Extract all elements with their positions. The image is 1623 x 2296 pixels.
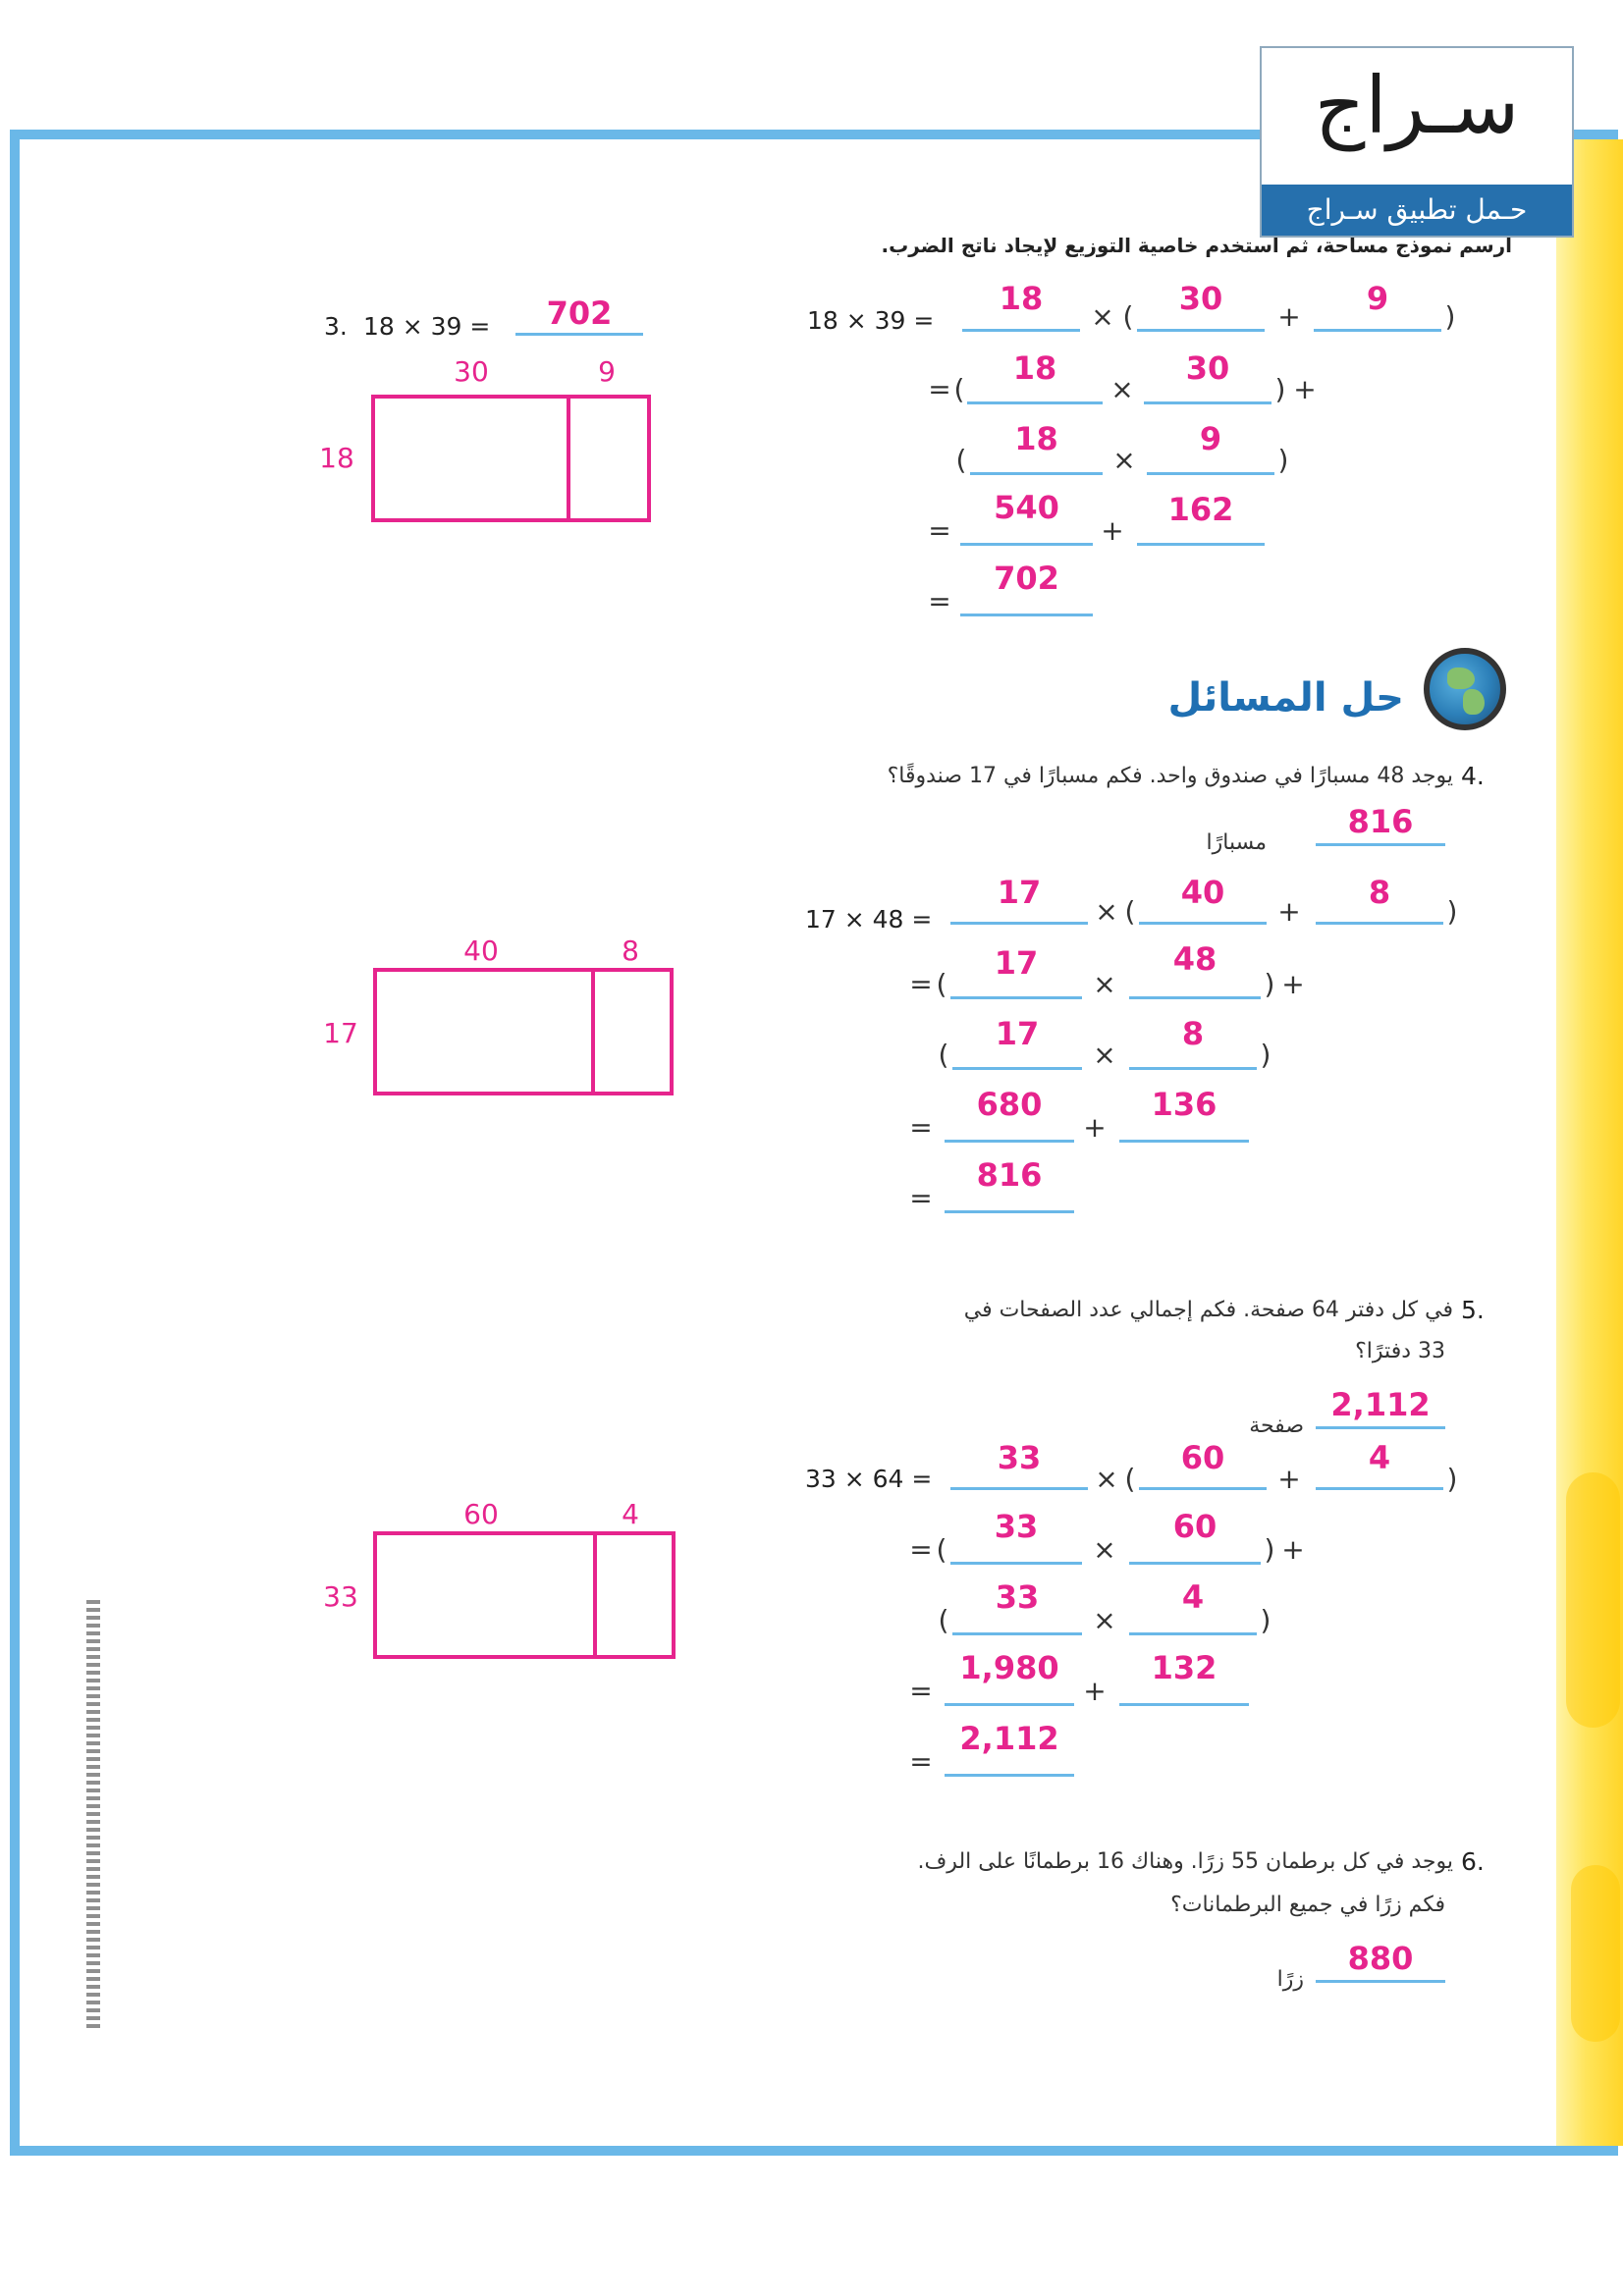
problem-6-unit: زرًا: [1276, 1967, 1304, 1992]
close-paren: ): [1444, 300, 1456, 333]
logo-tagline: حـمل تطبيق سـراج: [1262, 185, 1572, 236]
close-paren: ): [1446, 895, 1458, 928]
plus-sign: +: [1277, 300, 1301, 333]
problem-6-text: يوجد في كل برطمان 55 زرًا. وهناك 16 برطمانًا على الرف.: [917, 1849, 1453, 1874]
equals-sign: =: [909, 1675, 933, 1707]
work-4-l3-b: 8: [1181, 1015, 1205, 1052]
area-model-4-divider: [591, 972, 595, 1092]
work-3-lhs: 18 × 39 =: [807, 306, 935, 335]
globe-land: [1447, 667, 1475, 689]
model-4-top-right-label: 8: [622, 934, 639, 967]
work-3-l3-a: 18: [1014, 420, 1058, 457]
work-4-total: 816: [976, 1156, 1043, 1194]
equals-sign: =: [909, 1182, 933, 1214]
problem-3-label: 3.: [324, 312, 348, 341]
equals-sign: =: [909, 1533, 933, 1566]
equals-sign: =: [928, 373, 951, 405]
open-paren: (: [1122, 300, 1134, 333]
close-paren: ): [1274, 373, 1286, 405]
decorative-side-strip: [1556, 139, 1623, 2146]
equals-sign: =: [909, 968, 933, 1000]
model-3-top-right-label: 9: [598, 355, 616, 388]
work-4-lhs: 17 × 48 =: [805, 905, 933, 934]
area-model-3: [371, 395, 651, 522]
globe-land: [1463, 689, 1485, 715]
open-paren: (: [938, 1604, 949, 1636]
times-sign: ×: [1110, 373, 1134, 405]
problem-6-text-line2: فكم زرًا في جميع البرطمانات؟: [1170, 1893, 1445, 1917]
model-5-top-left-label: 60: [463, 1498, 499, 1530]
work-5-lhs: 33 × 64 =: [805, 1465, 933, 1493]
times-sign: ×: [1091, 300, 1114, 333]
plus-sign: +: [1281, 968, 1305, 1000]
problem-5-answer: 2,112: [1330, 1386, 1431, 1423]
work-5-l1-b: 60: [1180, 1439, 1225, 1476]
work-4-l1-c: 8: [1368, 874, 1391, 911]
work-3-total: 702: [994, 560, 1059, 597]
work-3-sum-a: 540: [994, 489, 1059, 526]
model-4-side-label: 17: [323, 1017, 358, 1049]
logo-wordmark: سـراج: [1314, 60, 1520, 151]
open-paren: (: [938, 1039, 949, 1071]
open-paren: (: [1124, 895, 1136, 928]
plus-sign: +: [1293, 373, 1317, 405]
close-paren: ): [1260, 1039, 1271, 1071]
work-4-l2-a: 17: [994, 944, 1039, 982]
area-model-4: [373, 968, 674, 1095]
work-5-l1-a: 33: [997, 1439, 1042, 1476]
work-3-l1-a: 18: [999, 280, 1044, 317]
plus-sign: +: [1083, 1675, 1107, 1707]
close-paren: ): [1264, 968, 1275, 1000]
work-3-l2-b: 30: [1185, 349, 1230, 387]
work-3-l3-b: 9: [1199, 420, 1222, 457]
work-3-l1-c: 9: [1366, 280, 1389, 317]
work-4-l2-b: 48: [1172, 940, 1217, 978]
decorative-blob: [1571, 1865, 1620, 2042]
problem-6-answer: 880: [1347, 1940, 1414, 1977]
problem-5-text: في كل دفتر 64 صفحة. فكم إجمالي عدد الصفحات في: [963, 1298, 1453, 1322]
work-5-l3-a: 33: [995, 1578, 1040, 1616]
close-paren: ): [1264, 1533, 1275, 1566]
work-4-sum-a: 680: [976, 1086, 1043, 1123]
work-5-sum-b: 132: [1151, 1649, 1217, 1686]
brand-logo[interactable]: [1260, 46, 1574, 238]
times-sign: ×: [1093, 1604, 1116, 1636]
decorative-blob: [1566, 1472, 1620, 1728]
plus-sign: +: [1277, 895, 1301, 928]
work-5-l2-b: 60: [1172, 1508, 1217, 1545]
problem-4-answer: 816: [1347, 803, 1414, 840]
close-paren: ): [1260, 1604, 1271, 1636]
work-5-l1-c: 4: [1368, 1439, 1391, 1476]
problem-4-text: يوجد 48 مسبارًا في صندوق واحد. فكم مسبارًا في 17 صندوقًا؟: [887, 764, 1453, 788]
problem-3-answer: 702: [546, 294, 613, 332]
problem-3-expression: 18 × 39 =: [363, 312, 491, 341]
work-4-l1-a: 17: [997, 874, 1042, 911]
model-5-top-right-label: 4: [622, 1498, 639, 1530]
model-5-side-label: 33: [323, 1580, 358, 1613]
work-3-sum-b: 162: [1167, 491, 1234, 528]
work-4-l1-b: 40: [1180, 874, 1225, 911]
problem-4-unit: مسبارًا: [1206, 830, 1267, 855]
vertical-copyright-line: [86, 1600, 100, 2032]
area-model-3-divider: [567, 399, 570, 518]
equals-sign: =: [928, 514, 951, 547]
work-5-total: 2,112: [959, 1720, 1059, 1757]
instruction-text: ارسم نموذج مساحة، ثم استخدم خاصية التوزيع لإيجاد ناتج الضرب.: [881, 234, 1512, 257]
section-title: حل المسائل: [1167, 675, 1404, 721]
globe-icon: [1424, 648, 1506, 730]
times-sign: ×: [1093, 968, 1116, 1000]
work-5-l2-a: 33: [994, 1508, 1039, 1545]
equals-sign: =: [928, 585, 951, 617]
work-3-l2-a: 18: [1012, 349, 1057, 387]
plus-sign: +: [1277, 1463, 1301, 1495]
work-4-l3-a: 17: [995, 1015, 1040, 1052]
model-3-side-label: 18: [319, 442, 354, 474]
problem-4-number: 4.: [1461, 762, 1485, 790]
open-paren: (: [953, 373, 965, 405]
work-3-l1-b: 30: [1178, 280, 1223, 317]
close-paren: ): [1277, 444, 1289, 476]
problem-5-unit: صفحة: [1249, 1414, 1304, 1438]
problem-6-number: 6.: [1461, 1847, 1485, 1876]
problem-5-number: 5.: [1461, 1296, 1485, 1324]
plus-sign: +: [1083, 1111, 1107, 1144]
plus-sign: +: [1101, 514, 1124, 547]
times-sign: ×: [1093, 1039, 1116, 1071]
equals-sign: =: [909, 1745, 933, 1778]
model-3-top-left-label: 30: [454, 355, 489, 388]
open-paren: (: [1124, 1463, 1136, 1495]
area-model-5-divider: [593, 1535, 597, 1655]
times-sign: ×: [1112, 444, 1136, 476]
times-sign: ×: [1093, 1533, 1116, 1566]
equals-sign: =: [909, 1111, 933, 1144]
plus-sign: +: [1281, 1533, 1305, 1566]
close-paren: ): [1446, 1463, 1458, 1495]
problem-5-text-line2: 33 دفترًا؟: [1355, 1339, 1445, 1363]
work-5-sum-a: 1,980: [959, 1649, 1059, 1686]
open-paren: (: [936, 968, 947, 1000]
times-sign: ×: [1095, 895, 1118, 928]
model-4-top-left-label: 40: [463, 934, 499, 967]
times-sign: ×: [1095, 1463, 1118, 1495]
work-4-sum-b: 136: [1151, 1086, 1217, 1123]
area-model-5: [373, 1531, 676, 1659]
work-5-l3-b: 4: [1181, 1578, 1205, 1616]
open-paren: (: [936, 1533, 947, 1566]
open-paren: (: [955, 444, 967, 476]
